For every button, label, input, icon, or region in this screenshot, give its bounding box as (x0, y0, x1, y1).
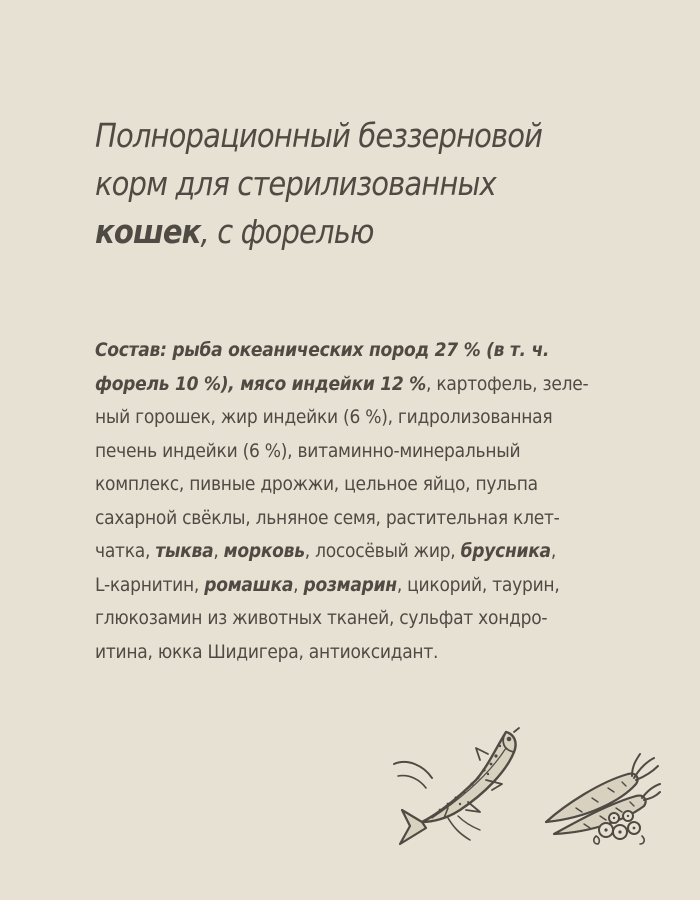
composition-line (95, 368, 599, 402)
title-line-2: корм для стерилизованных (95, 164, 496, 203)
composition-text-run: , цикорий, таурин, (396, 573, 560, 596)
composition-line (95, 334, 599, 368)
composition-bold: форель 10 %), мясо индейки 12 % (95, 372, 427, 395)
composition-line: комплекс, пивные дрожжи, цельное яйцо, пульпа (95, 473, 538, 495)
composition-line: печень индейки (6 %), витаминно-минеральный (95, 439, 521, 462)
product-title (95, 112, 570, 256)
title-line-1: Полнорационный беззерновой (95, 116, 543, 155)
composition-bold: ромашка (204, 573, 294, 596)
composition-bold: брусника (460, 540, 551, 562)
composition-text-run: , (550, 540, 557, 562)
composition-text-run: , картофель, зеле- (426, 372, 589, 395)
composition-text-run: , (293, 573, 304, 596)
composition-text-run: чатка, (95, 540, 156, 562)
composition-line: сахарной свёклы, льняное семя, растительная клет- (95, 506, 560, 529)
composition-line: глюкозамин из животных тканей, сульфат хондро- (95, 607, 548, 629)
composition-line: итина, юкка Шидигера, антиоксидант. (95, 640, 439, 663)
composition-line (95, 535, 599, 569)
carrots-berries-icon (536, 752, 661, 847)
composition-text (95, 334, 599, 669)
composition-bold: тыква (155, 540, 214, 562)
composition-bold: Состав: рыба океанических пород 27 % (в т. ч. (95, 339, 550, 361)
composition-line: ный горошек, жир индейки (6 %), гидролизованная (95, 406, 553, 428)
composition-text-run: , лососёвый жир, (304, 540, 461, 562)
composition-text-run: , (213, 540, 224, 562)
composition-bold: морковь (223, 540, 305, 562)
title-line-3-rest: , с форелью (200, 212, 374, 251)
composition-bold: розмарин (303, 573, 397, 596)
composition-line (95, 569, 599, 603)
title-line-3-bold: кошек (95, 212, 201, 251)
trout-fish-icon (388, 718, 538, 848)
composition-text-run: L-карнитин, (95, 573, 205, 596)
